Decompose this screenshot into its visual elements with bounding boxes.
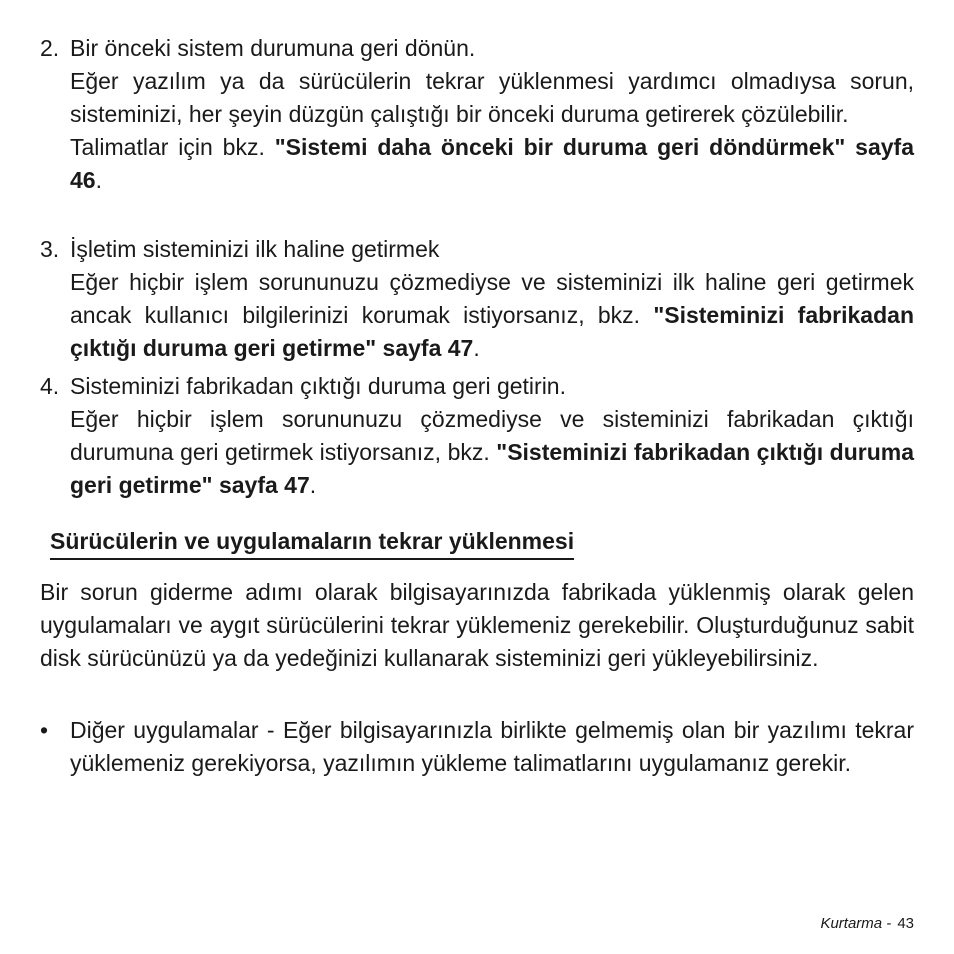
list-item-paragraph — [40, 266, 914, 365]
list-item-paragraph — [40, 403, 914, 502]
section-heading: Sürücülerin ve uygulamaların tekrar yüklenmesi — [50, 525, 574, 560]
list-number: 4. — [40, 373, 60, 399]
bullet-item — [40, 714, 914, 780]
list-item-heading: Sisteminizi fabrikadan çıktığı duruma geri getirin. — [70, 373, 566, 399]
cross-reference: "Sisteminizi fabrikadan çıktığı duruma geri getirme" sayfa 47 — [70, 439, 915, 498]
list-item-4 — [40, 370, 914, 502]
paragraph-text: . — [95, 167, 102, 193]
list-item-paragraph: Eğer yazılım ya da sürücülerin tekrar yüklenmesi yardımcı olmadıysa sorun, sisteminizi, her şeyin düzgün çalıştığı bir önceki duruma getirerek çözülebilir. — [70, 68, 914, 127]
list-number: 3. — [40, 236, 60, 262]
paragraph-text: Eğer hiçbir işlem sorununuzu çözmediyse ve sisteminizi fabrikadan çıktığı durumuna geri getirmek istiyorsanız, bkz. — [70, 406, 914, 465]
list-item-paragraph — [40, 131, 914, 197]
bullet-text: Diğer uygulamalar - Eğer bilgisayarınızla birlikte gelmemiş olan bir yazılımı tekrar yüklemeniz gerekiyorsa, yazılımın yükleme talimatlarını uygulamanız gerekir. — [70, 717, 914, 776]
bullet-icon: • — [40, 717, 49, 743]
footer-chapter: Kurtarma - — [820, 915, 892, 932]
paragraph-text: . — [473, 335, 480, 361]
paragraph-text: Talimatlar için bkz. — [70, 134, 275, 160]
paragraph-text: Eğer hiçbir işlem sorununuzu çözmediyse ve sisteminizi ilk haline geri getirmek ancak kullanıcı bilgilerinizi korumak istiyorsanız, bkz. — [70, 269, 914, 328]
paragraph-text: . — [309, 472, 317, 498]
page-footer — [820, 914, 914, 934]
list-item-3 — [40, 233, 914, 365]
list-item-heading: İşletim sisteminizi ilk haline getirmek — [70, 236, 440, 262]
cross-reference: "Sistemi daha önceki bir duruma geri döndürmek" sayfa 46 — [70, 134, 914, 193]
cross-reference: "Sisteminizi fabrikadan çıktığı duruma geri getirme" sayfa 47 — [70, 302, 914, 361]
list-item-2 — [40, 32, 914, 197]
section-body-paragraph: Bir sorun giderme adımı olarak bilgisayarınızda fabrikada yüklenmiş olarak gelen uygulamaları ve aygıt sürücülerini tekrar yüklemeniz gerekebilir. Oluşturduğunuz sabit disk sürücünüzü ya da yedeğinizi kullanarak sisteminizi geri yükleyebilirsiniz. — [40, 579, 914, 671]
page-number: 43 — [897, 915, 914, 932]
list-item-heading: Bir önceki sistem durumuna geri dönün. — [70, 35, 476, 61]
list-number: 2. — [40, 35, 60, 61]
